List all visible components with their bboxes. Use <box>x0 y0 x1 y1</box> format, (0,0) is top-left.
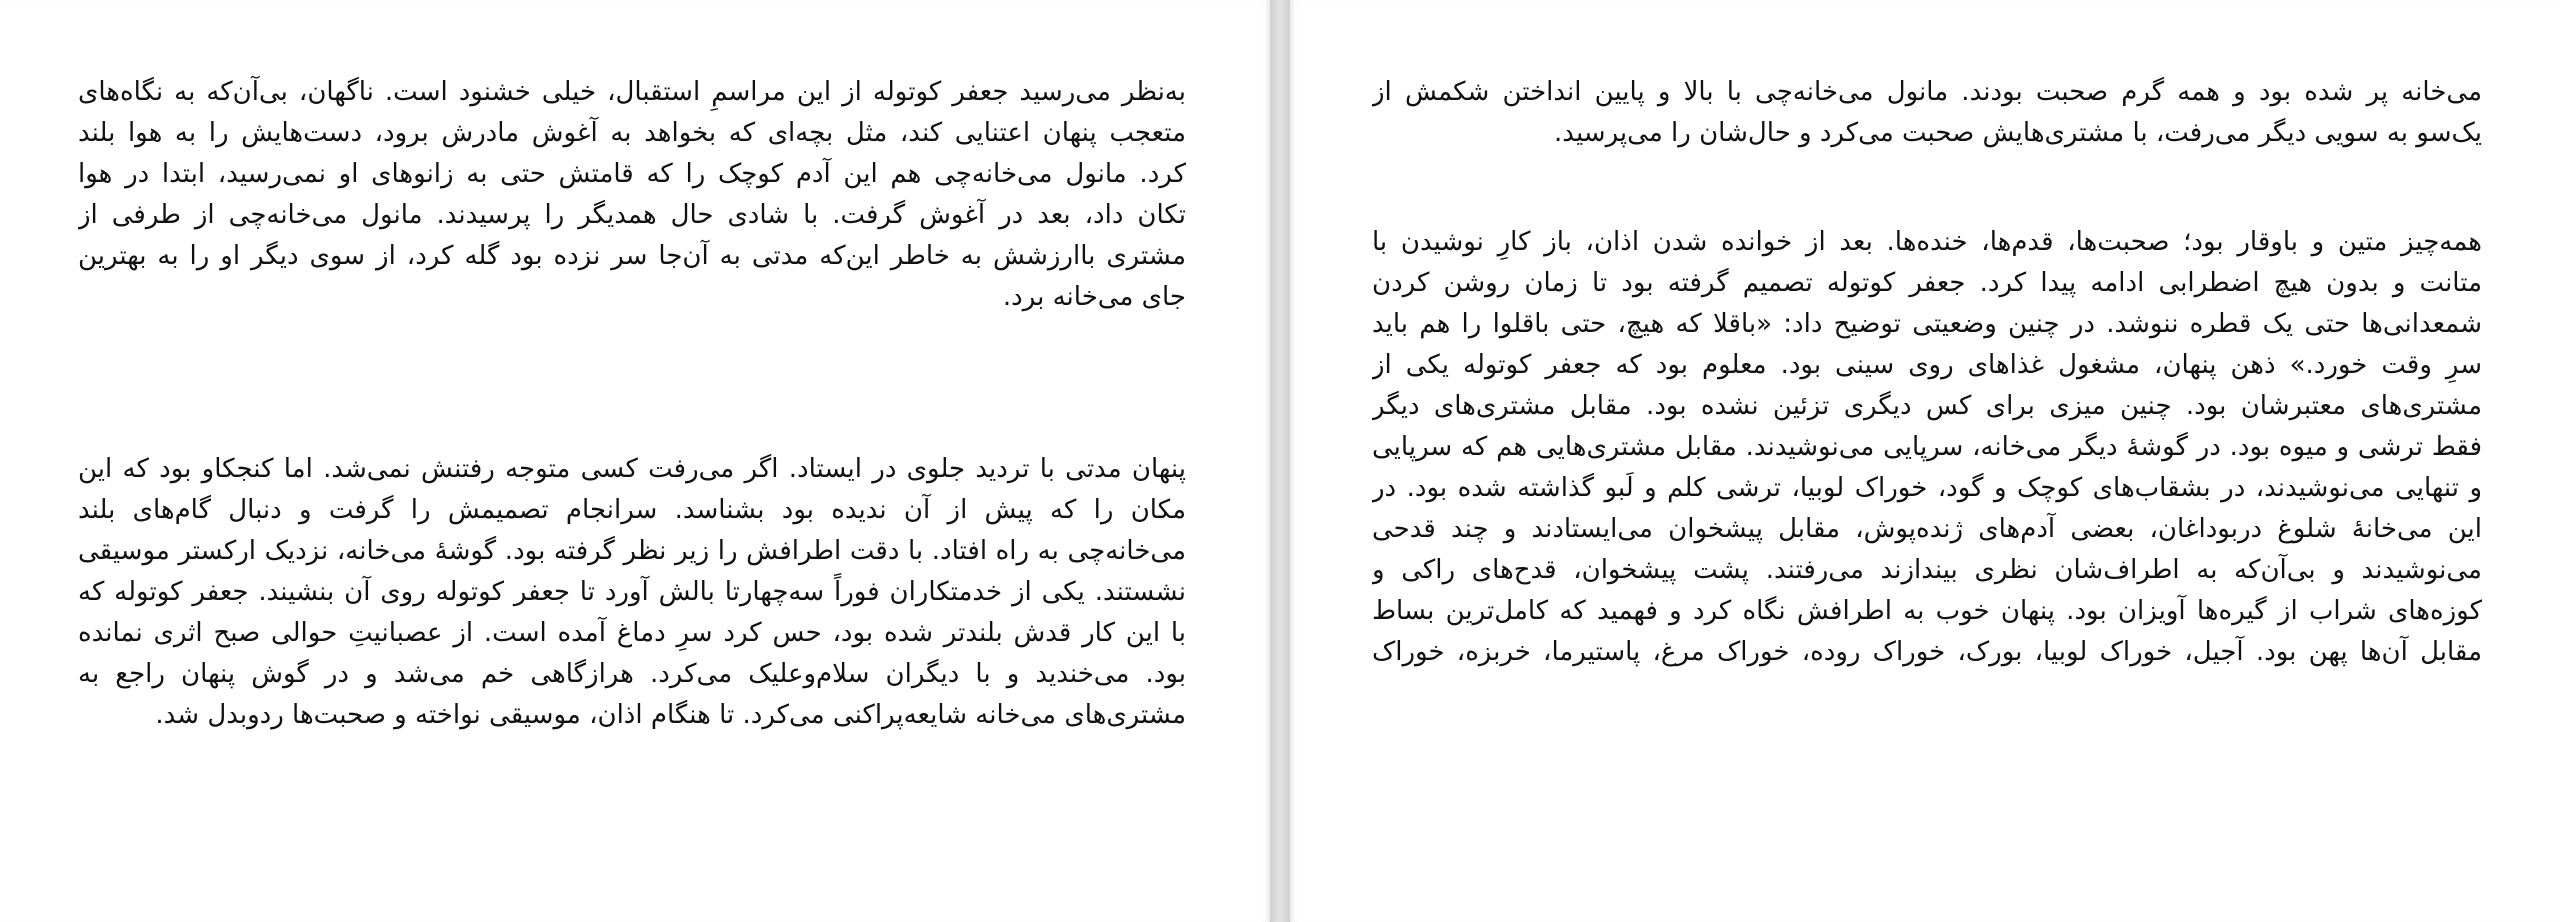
text-line: کرد. مانول می‌خانه‌چی هم این آدم کوچک را که قامتش حتی به زانوهای او نمی‌رسید، ابتدا در هوا <box>78 159 1186 189</box>
text-line: و تنهایی می‌نوشیدند، در بشقاب‌های کوچک و گود، خوراک لوبیا، ترشی کلم و لَبو گذاشته شده بود. در <box>1372 473 2482 503</box>
text-line: می‌خانه‌چی به راه افتاد. با دقت اطرافش را زیر نظر گرفته بود. گوشهٔ می‌خانه، نزدیک ارکستر موسیقی <box>78 536 1186 566</box>
text-line: جای می‌خانه برد. <box>1002 282 1186 312</box>
text-line: به‌نظر می‌رسید جعفر کوتوله از این مراسمِ استقبال، خیلی خشنود است. ناگهان، بی‌آن‌که به نگاه‌های <box>78 77 1186 107</box>
text-line: متعجب پنهان اعتنایی کند، مثل بچه‌ای که بخواهد به آغوش مادرش برود، دست‌هایش را به هوا بلند <box>78 118 1186 148</box>
left-paragraph-2 <box>78 449 1186 736</box>
text-line: متانت و بدون هیچ اضطرابی ادامه پیدا کرد. جعفر کوتوله تصمیم گرفته بود تا زمان روشن کردن <box>1372 268 2482 298</box>
text-line: همه‌چیز متین و باوقار بود؛ صحبت‌ها، قدم‌ها، خنده‌ها. بعد از خوانده شدن اذان، باز کارِ نوشیدن با <box>1372 227 2482 257</box>
right-paragraph-1 <box>1372 72 2482 154</box>
text-line: مشتری‌های معتبرشان بود. چنین میزی برای کس دیگری تزئین نشده بود. مقابل مشتری‌های دیگر <box>1372 391 2482 421</box>
text-line: کوزه‌های شراب از گیره‌ها آویزان بود. پنهان خوب به اطرافش نگاه کرد و فهمید که کامل‌ترین بساط <box>1372 596 2482 626</box>
text-line: بود. می‌خندید و با دیگران سلام‌وعلیک می‌کرد. هرازگاهی خم می‌شد و در گوش پنهان راجع به <box>78 659 1186 689</box>
text-line: یک‌سو به سویی دیگر می‌رفت، با مشتری‌هایش صحبت می‌کرد و حال‌شان را می‌پرسید. <box>1554 118 2482 148</box>
text-line: پنهان مدتی با تردید جلوی در ایستاد. اگر می‌رفت کسی متوجه رفتنش نمی‌شد. اما کنجکاو بود که این <box>78 454 1186 484</box>
text-line: مشتری‌های می‌خانه شایعه‌پراکنی می‌کرد. تا هنگام اذان، موسیقی نواخته و صحبت‌ها ردوبدل شد. <box>155 700 1186 730</box>
text-line: مقابل آن‌ها پهن بود. آجیل، خوراک لوبیا، بورک، خوراک روده، خوراک مرغ، پاستیرما، خربزه، خوراک <box>1372 637 2482 667</box>
book-gutter <box>1270 0 1290 922</box>
right-paragraph-2 <box>1372 222 2482 673</box>
text-line: می‌نوشیدند و بی‌آن‌که به اطراف‌شان نظری بیندازند می‌رفتند. پشت پیشخوان، قدح‌های راکی و <box>1372 555 2482 585</box>
text-line: شمعدانی‌ها حتی یک قطره ننوشد. در چنین وضعیتی توضیح داد: «باقلا که هیچ، حتی باقلوا را هم باید <box>1372 309 2482 339</box>
left-paragraph-1 <box>78 72 1186 318</box>
text-line: فقط ترشی و میوه بود. در گوشهٔ دیگر می‌خانه، سرپایی می‌نوشیدند. مقابل مشتری‌هایی هم که سرپایی <box>1372 432 2482 462</box>
text-line: نشستند. یکی از خدمتکاران فوراً سه‌چهارتا بالش آورد تا جعفر کوتوله روی آن بنشیند. جعفر کوتوله که <box>78 577 1186 607</box>
text-line: با این کار قدش بلندتر شده بود، حس کرد سرِ دماغ آمده است. از عصبانیتِ حوالی صبح اثری نمانده <box>78 618 1186 648</box>
text-line: مکان را که پیش از آن ندیده بود بشناسد. سرانجام تصمیمش را گرفت و دنبال گام‌های بلند <box>78 495 1186 525</box>
text-line: این می‌خانهٔ شلوغ دربوداغان، بعضی آدم‌های ژنده‌پوش، مقابل پیشخوان می‌ایستادند و چند قدحی <box>1372 514 2482 544</box>
left-page <box>0 0 1270 922</box>
right-page <box>1290 0 2560 922</box>
text-line: مشتری باارزشش به خاطر این‌که مدتی به آن‌جا سر نزده بود گله کرد، از سوی دیگر او را به بهترین <box>78 241 1186 271</box>
text-line: سرِ وقت خورد.» ذهن پنهان، مشغول غذاهای روی سینی بود. معلوم بود که جعفر کوتوله یکی از <box>1372 350 2482 380</box>
text-line: تکان داد، بعد در آغوش گرفت. با شادی حال همدیگر را پرسیدند. مانول می‌خانه‌چی از طرفی از <box>78 200 1186 230</box>
text-line: می‌خانه پر شده بود و همه گرم صحبت بودند. مانول می‌خانه‌چی با بالا و پایین انداختن شکمش از <box>1372 77 2482 107</box>
